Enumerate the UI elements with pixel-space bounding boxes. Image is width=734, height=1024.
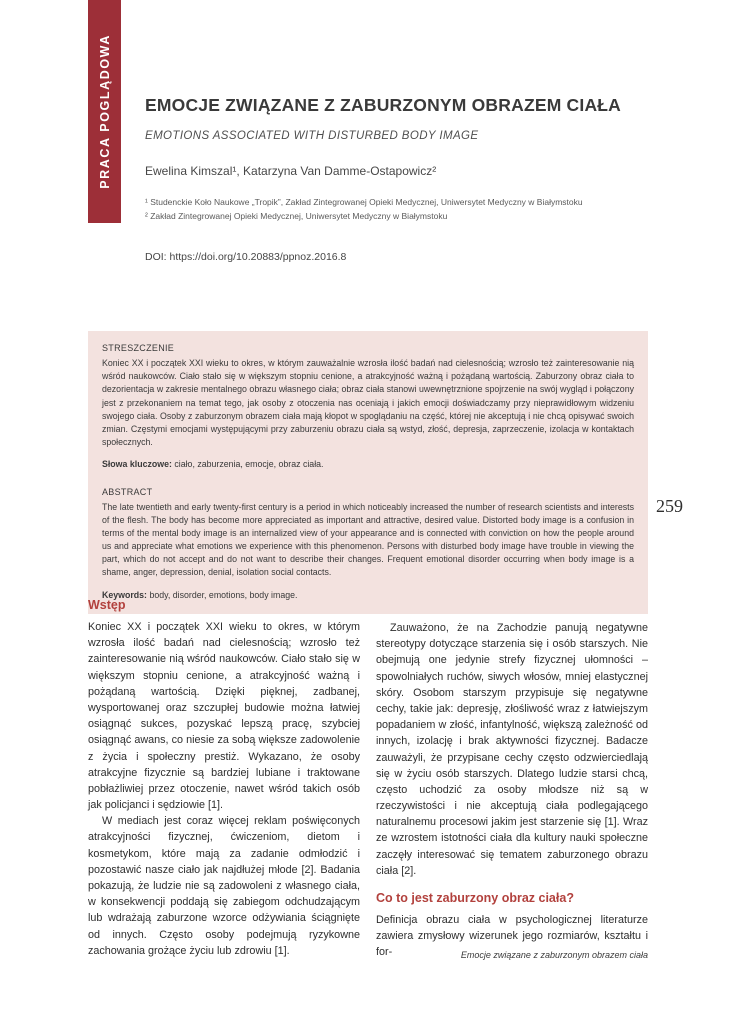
section-heading-co-to-jest: Co to jest zaburzony obraz ciała? — [376, 891, 574, 905]
page-number: 259 — [656, 496, 683, 516]
affiliation-2: ² Zakład Zintegrowanej Opieki Medycznej, Uniwersytet Medyczny w Białymstoku — [145, 210, 448, 221]
paragraph: Koniec XX i początek XXI wieku to okres, w którym wzrosła ilość badań nad cielesnością; wzrosło też zainteresowanie nią wśród naukowców. Ciało stało się w większym stopniu cenione, a atrakcyjność ważną i pożądaną wartością. Dzięki pięknej, zadbanej, wysportowanej oraz szczupłej budowie można łatwiej osiągnąć sukces, pozyskać lepszą pracę, szybciej osiągnąć awans, co niesie za sobą większe zadowolenie z życia i społeczny prestiż. Wykazano, że osoby atrakcyjne fizycznie są bardziej lubiane i traktowane pobłażliwiej przez otoczenie, nawet wśród takich osób jak policjanci i sędziowie [1]. — [88, 621, 360, 812]
streszczenie-text: Koniec XX i początek XXI wieku to okres, w którym zauważalnie wzrosła ilość badań nad cielesnością; wzrosło też zainteresowanie nią wśród naukowców. Ciało stało się w większym stopniu cenione, a atrakcyjność ważną i pożądaną wartością. Zaburzony obraz ciała to dezorientacja w zakresie mentalnego obrazu własnego ciała; obraz ciała stanowi uwewnętrznione spojrzenie na swój wygląd i połączony jest z przekonaniem na temat tego, jak osoby z otoczenia nas oceniają i jakich emocji doświadczamy przy nieprawidłowym widzeniu swojego ciała. Osoby z zaburzonym obrazem ciała mają kłopot w spoglądaniu na część, której nie akceptują i nie chcą opisywać swoich zmian. Częstymi emocjami występującymi przy zaburzeniu obrazu ciała są wstyd, złość, depresja, zaprzeczenie, izolacja w kontaktach społecznych. — [102, 358, 634, 448]
article-title-english: EMOTIONS ASSOCIATED WITH DISTURBED BODY IMAGE — [145, 130, 479, 142]
abstract-text: The late twentieth and early twenty-first century is a period in which noticeably increased the number of research scientists and interests of the flesh. The body has become more appreciated as important and attractive, desired value. Distorted body image is a confusion in terms of the mental body image is an internalized view of your appearance and is connected with conviction on how the people around us and appreciate what emotions we experience with this phenomenon. Persons with disturbed body image have trouble in viewing the part, which do not accept and do not want to describe their changes. Frequent emotional disorder occurring when body image is a shame, anger, depression, denial, isolation social contacts. — [102, 501, 634, 578]
paragraph: Zauważono, że na Zachodzie panują negatywne stereotypy dotyczące starzenia się i osób starszych. Nie obejmują one jedynie strefy fizycznej ułomności – spowolniałych ruchów, siwych włosów, mniej elastycznej skóry. Osobom starszym przypisuje się negatywne cechy, takie jak: depresję, złośliwość wraz z łatwiejszym popadaniem w złość, infantylność, większą zależność od innych, izolację i brak aktywności fizycznej. Badacze zauważyli, że przypisane cechy często odzwierciedlają się w życiu osób starszych. Dlatego ludzie starsi chcą, często uchodzić za osoby młodsze niż są w rzeczywistości i nie akceptują ciała podlegającego naturalnemu procesowi jakim jest starzenie się [1]. Wraz ze wzrostem istotności ciała dla kultury nauki społeczne zaczęły interesować się tematem zaburzonego obrazu ciała [2]. — [376, 622, 648, 877]
abstract-box — [88, 331, 648, 614]
slowa-kluczowe-label: Słowa kluczowe: — [102, 459, 172, 470]
authors-line: Ewelina Kimszal¹, Katarzyna Van Damme-Ostapowicz² — [145, 164, 437, 178]
affiliation-1: ¹ Studenckie Koło Naukowe „Tropik”, Zakład Zintegrowanej Opieki Medycznej, Uniwersytet Medyczny w Białymstoku — [145, 197, 583, 207]
running-footer: Emocje związane z zaburzonym obrazem ciała — [460, 950, 648, 960]
doi-link[interactable]: DOI: https://doi.org/10.20883/ppnoz.2016.8 — [145, 251, 347, 264]
keywords-text: body, disorder, emotions, body image. — [149, 589, 298, 600]
abstract-heading: ABSTRACT — [102, 486, 153, 497]
article-type-banner — [88, 0, 121, 223]
article-title: EMOCJE ZWIĄZANE Z ZABURZONYM OBRAZEM CIAŁA — [145, 95, 622, 115]
right-column — [376, 598, 648, 961]
streszczenie-heading: STRESZCZENIE — [102, 343, 175, 353]
slowa-kluczowe-line — [102, 458, 634, 471]
paragraph: Definicja obrazu ciała w psychologicznej literaturze zawiera zmysłowy wizerunek jego rozmiarów, kształtu i for- — [376, 914, 648, 959]
article-body — [88, 598, 648, 961]
affiliations — [145, 196, 650, 223]
keywords-label: Keywords: — [102, 589, 147, 600]
slowa-kluczowe-text: ciało, zaburzenia, emocje, obraz ciała. — [174, 459, 324, 470]
paragraph: W mediach jest coraz więcej reklam poświęconych atrakcyjności fizycznej, ćwiczeniom, dietom i kosmetykom, które mają za zadanie odmłodzić i pozostawić nasze ciało jak najdłużej młode [2]. Badania pokazują, że ludzie nie są zadowoleni z własnego ciała, w konsekwencji poddają się zabiegom odchudzającym lub wdrażają zaburzone wzorce odżywiania ściągnięte od innych. Często osoby podejmują ryzykowne zachowania grożące życiu lub zdrowiu [1]. — [88, 815, 360, 957]
section-heading-wstep: Wstęp — [88, 598, 126, 612]
left-column — [88, 598, 360, 961]
article-type-label: PRACA POGLĄDOWA — [97, 34, 112, 189]
article-header — [145, 95, 650, 263]
